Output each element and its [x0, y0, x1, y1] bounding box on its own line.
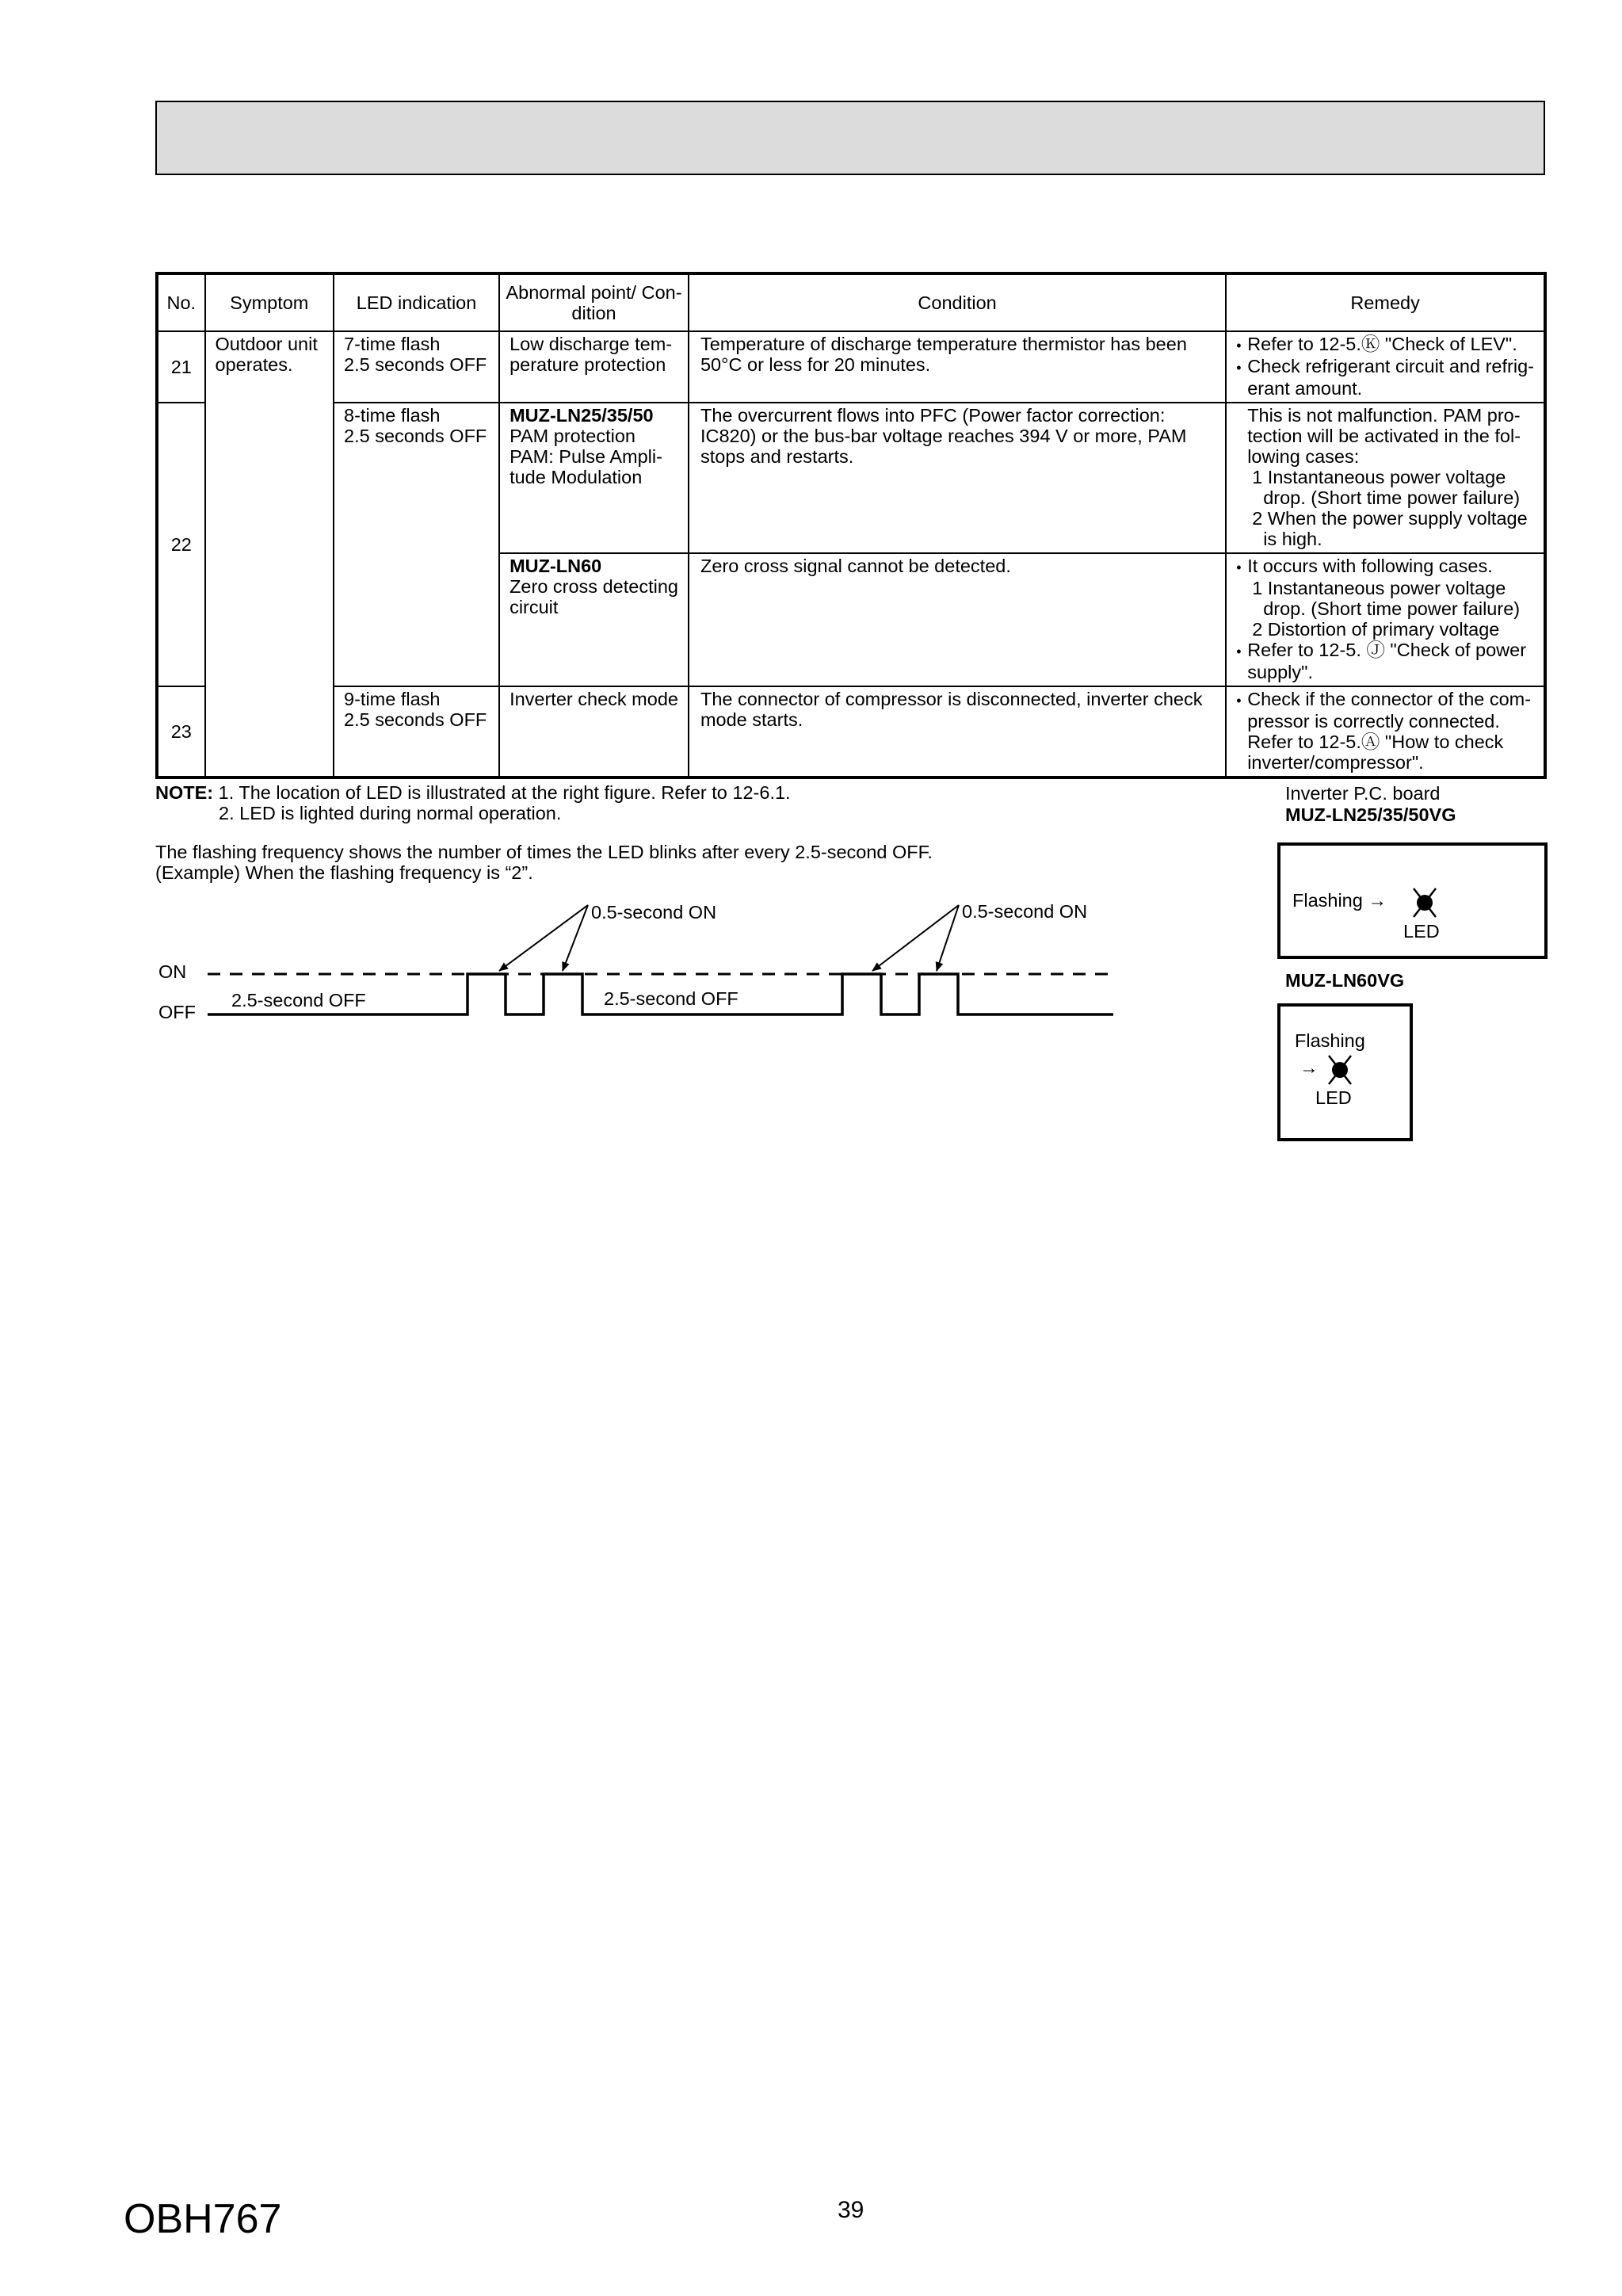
troubleshooting-table [155, 272, 1547, 779]
condition-cell: The overcurrent flows into PFC (Power factor correction: IC820) or the bus-bar voltage reaches 394 V or more, PAM stops and restarts. [689, 403, 1226, 553]
condition-cell: Zero cross signal cannot be detected. [689, 553, 1226, 686]
note-label: NOTE: [155, 782, 214, 803]
symptom-cell: Outdoor unit operates. [205, 331, 334, 777]
remedy-cell: • Refer to 12-5.Ⓚ "Check of LEV". • Check refrigerant circuit and refrig- erant amount. [1226, 331, 1545, 403]
row-number: 21 [157, 331, 205, 403]
row-number: 23 [157, 686, 205, 777]
led-location-box-1 [1277, 842, 1548, 959]
note-line-2: 2. LED is lighted during normal operation. [219, 803, 562, 823]
page-number: 39 [838, 2197, 864, 2223]
table-row [157, 403, 1545, 553]
row-number: 22 [157, 403, 205, 686]
flashing-text-line-1: The flashing frequency shows the number of times the LED blinks after every 2.5-second OFF. [155, 842, 933, 862]
pointer-arrow [937, 905, 959, 971]
header-remedy: Remedy [1226, 273, 1545, 331]
board-title: Inverter P.C. board [1285, 783, 1441, 804]
abnormal-point-cell: MUZ-LN60 Zero cross detecting circuit [499, 553, 689, 686]
led-timing-diagram [151, 888, 1133, 1046]
flashing-label: Flashing → [1292, 890, 1387, 911]
led-label: LED [1403, 921, 1440, 942]
table-header-row [157, 273, 1545, 331]
off-label: OFF [158, 1002, 196, 1022]
board-model-1: MUZ-LN25/35/50VG [1285, 804, 1456, 825]
led-indication-cell: 7-time flash 2.5 seconds OFF [334, 331, 499, 403]
arrow-icon: → [1300, 1057, 1319, 1078]
header-symptom: Symptom [205, 273, 334, 331]
abnormal-point-cell: MUZ-LN25/35/50 PAM protection PAM: Pulse Ampli- tude Modulation [499, 403, 689, 553]
model-label: MUZ-LN25/35/50 [509, 405, 654, 426]
pointer-arrow [872, 905, 959, 971]
note-block [155, 782, 791, 823]
table-row [157, 331, 1545, 403]
table-row [157, 686, 1545, 777]
header-abnormal-point: Abnormal point/ Con- dition [499, 273, 689, 331]
on-period-label-2: 0.5-second ON [962, 901, 1088, 922]
off-period-label-2: 2.5-second OFF [604, 988, 738, 1009]
led-location-box-2 [1277, 1003, 1413, 1141]
flashing-frequency-description [155, 842, 933, 883]
abnormal-point-cell: Low discharge tem- perature protection [499, 331, 689, 403]
off-period-label-1: 2.5-second OFF [231, 990, 366, 1010]
document-code: OBH767 [124, 2196, 282, 2242]
remedy-cell: This is not malfunction. PAM pro- tection will be activated in the fol- lowing cases: 1 Instantaneous power voltage drop. (Short time power failure) 2 When the power supply voltage is high. [1226, 403, 1545, 553]
condition-cell: Temperature of discharge temperature thermistor has been 50°C or less for 20 minutes. [689, 331, 1226, 403]
abnormal-point-cell: Inverter check mode [499, 686, 689, 777]
led-indication-cell: 8-time flash 2.5 seconds OFF [334, 403, 499, 686]
flashing-label: Flashing [1295, 1030, 1365, 1051]
header-condition: Condition [689, 273, 1226, 331]
note-line-1: 1. The location of LED is illustrated at the right figure. Refer to 12-6.1. [218, 782, 791, 803]
board-model-2: MUZ-LN60VG [1285, 970, 1405, 991]
led-icon [1324, 1052, 1356, 1087]
model-label: MUZ-LN60 [509, 556, 602, 576]
header-led-indication: LED indication [334, 273, 499, 331]
on-period-label-1: 0.5-second ON [591, 902, 717, 923]
on-label: ON [158, 961, 187, 982]
section-header-bar [155, 101, 1545, 175]
led-label: LED [1315, 1087, 1352, 1108]
remedy-cell: • Check if the connector of the com- pressor is correctly connected. Refer to 12-5.Ⓐ "How to check inverter/compressor". [1226, 686, 1545, 777]
flashing-text-line-2: (Example) When the flashing frequency is “2”. [155, 862, 533, 883]
condition-cell: The connector of compressor is disconnected, inverter check mode starts. [689, 686, 1226, 777]
led-icon [1409, 885, 1441, 920]
led-indication-cell: 9-time flash 2.5 seconds OFF [334, 686, 499, 777]
header-no: No. [157, 273, 205, 331]
remedy-cell: • It occurs with following cases. 1 Instantaneous power voltage drop. (Short time power failure) 2 Distortion of primary voltage • Refer to 12-5. Ⓙ "Check of power supply". [1226, 553, 1545, 686]
